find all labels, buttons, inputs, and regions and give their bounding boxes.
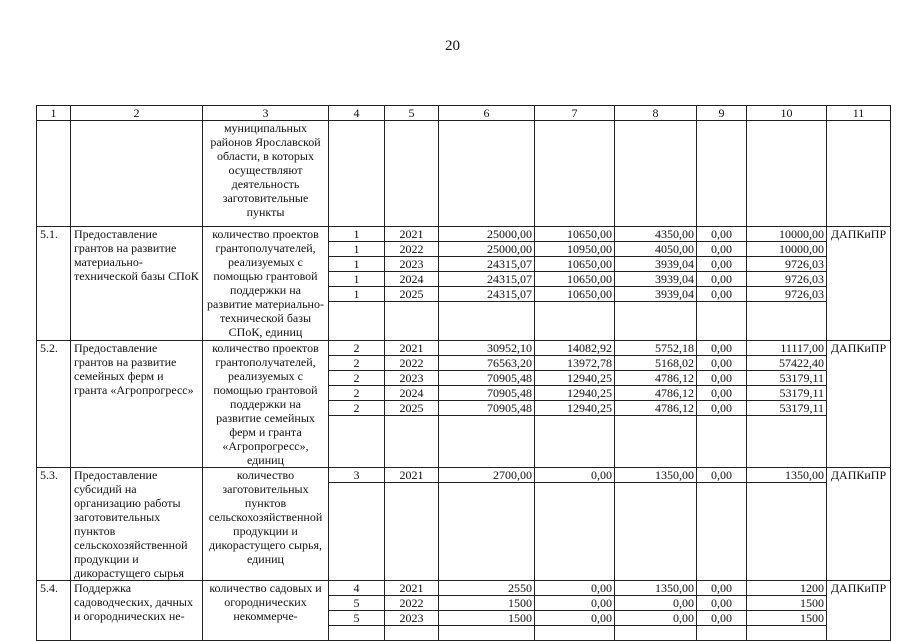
year-value: 1350,00 xyxy=(615,468,696,483)
column-number: 2 xyxy=(71,106,203,121)
column-number: 11 xyxy=(827,106,891,121)
year-value: 2023 xyxy=(385,611,438,626)
year-value: 0,00 xyxy=(697,227,746,242)
value-cell-10 xyxy=(747,227,827,341)
column-number: 6 xyxy=(439,106,535,121)
year-value: 12940,25 xyxy=(535,401,614,416)
year-value: 57422,40 xyxy=(747,356,826,371)
year-value: 2022 xyxy=(385,242,438,257)
year-value: 2024 xyxy=(385,386,438,401)
value-cell-4 xyxy=(329,581,385,641)
year-value: 12940,25 xyxy=(535,371,614,386)
value-cell-9 xyxy=(697,468,747,581)
year-value: 0,00 xyxy=(697,257,746,272)
column-number: 1 xyxy=(37,106,71,121)
year-value: 2021 xyxy=(385,341,438,356)
year-value: 10650,00 xyxy=(535,287,614,302)
year-value: 11117,00 xyxy=(747,341,826,356)
year-value: 3939,04 xyxy=(615,287,696,302)
year-value: 2 xyxy=(329,386,384,401)
year-value: 0,00 xyxy=(697,272,746,287)
column-number: 9 xyxy=(697,106,747,121)
year-value: 24315,07 xyxy=(439,257,534,272)
year-value: 2021 xyxy=(385,468,438,483)
year-value: 2023 xyxy=(385,257,438,272)
year-value: 2022 xyxy=(385,596,438,611)
year-value: 76563,20 xyxy=(439,356,534,371)
year-value: 0,00 xyxy=(697,341,746,356)
year-value: 70905,48 xyxy=(439,386,534,401)
value-cell-4 xyxy=(329,468,385,581)
continuation-row xyxy=(37,121,891,227)
value-cell-7 xyxy=(535,227,615,341)
value-cell-10 xyxy=(747,468,827,581)
year-value: 0,00 xyxy=(697,468,746,483)
year-value: 2023 xyxy=(385,371,438,386)
year-value: 25000,00 xyxy=(439,242,534,257)
year-value: 0,00 xyxy=(535,596,614,611)
value-cell-10 xyxy=(747,341,827,468)
year-value: 2021 xyxy=(385,581,438,596)
value-cell-8 xyxy=(615,468,697,581)
program-table xyxy=(36,105,891,641)
value-cell-5 xyxy=(385,581,439,641)
measure-row xyxy=(37,227,891,341)
measure-name: Предоставление субсидий на организацию работы заготовительных пунктов сельскохозяйственной продукции и дикорастущего сырья xyxy=(71,468,203,581)
year-value: 0,00 xyxy=(697,386,746,401)
year-value: 0,00 xyxy=(697,401,746,416)
year-value: 14082,92 xyxy=(535,341,614,356)
measure-indicator: количество проектов грантополучателей, реализуемых с помощью грантовой поддержки на развитие семейных ферм и гранта «Агропрогресс», единиц xyxy=(203,341,329,468)
year-value: 1350,00 xyxy=(615,581,696,596)
year-value: 0,00 xyxy=(697,287,746,302)
year-value: 1500 xyxy=(747,611,826,626)
year-value: 1500 xyxy=(439,611,534,626)
value-cell-10 xyxy=(747,581,827,641)
column-number: 5 xyxy=(385,106,439,121)
measure-number: 5.2. xyxy=(37,341,71,468)
year-value: 4050,00 xyxy=(615,242,696,257)
year-value: 3939,04 xyxy=(615,272,696,287)
column-number: 4 xyxy=(329,106,385,121)
value-cell-5 xyxy=(385,227,439,341)
year-value: 1 xyxy=(329,242,384,257)
year-value: 2 xyxy=(329,356,384,371)
year-value: 10000,00 xyxy=(747,227,826,242)
year-value: 1 xyxy=(329,227,384,242)
value-cell-8 xyxy=(615,581,697,641)
year-value: 53179,11 xyxy=(747,371,826,386)
year-value: 4786,12 xyxy=(615,371,696,386)
year-value: 70905,48 xyxy=(439,371,534,386)
year-value: 0,00 xyxy=(535,611,614,626)
year-value: 0,00 xyxy=(697,371,746,386)
year-value: 24315,07 xyxy=(439,287,534,302)
year-value: 1 xyxy=(329,257,384,272)
year-value: 2 xyxy=(329,371,384,386)
year-value: 2021 xyxy=(385,227,438,242)
value-cell-6 xyxy=(439,468,535,581)
year-value: 0,00 xyxy=(535,581,614,596)
year-value: 3 xyxy=(329,468,384,483)
column-number: 8 xyxy=(615,106,697,121)
measure-name: Поддержка садоводческих, дачных и огороднических не- xyxy=(71,581,203,641)
year-value: 0,00 xyxy=(535,468,614,483)
column-number: 10 xyxy=(747,106,827,121)
year-value: 9726,03 xyxy=(747,257,826,272)
year-value: 0,00 xyxy=(615,611,696,626)
year-value: 10000,00 xyxy=(747,242,826,257)
year-value: 9726,03 xyxy=(747,287,826,302)
year-value: 3939,04 xyxy=(615,257,696,272)
year-value: 2700,00 xyxy=(439,468,534,483)
value-cell-7 xyxy=(535,468,615,581)
year-value: 2025 xyxy=(385,401,438,416)
year-value: 10650,00 xyxy=(535,272,614,287)
year-value: 10650,00 xyxy=(535,257,614,272)
value-cell-6 xyxy=(439,341,535,468)
year-value: 10950,00 xyxy=(535,242,614,257)
executor: ДАПКиПР xyxy=(827,341,891,468)
program-table-frame xyxy=(36,105,890,625)
year-value: 0,00 xyxy=(697,596,746,611)
year-value: 2024 xyxy=(385,272,438,287)
value-cell-6 xyxy=(439,581,535,641)
year-value: 2550 xyxy=(439,581,534,596)
year-value: 53179,11 xyxy=(747,386,826,401)
value-cell-5 xyxy=(385,341,439,468)
year-value: 0,00 xyxy=(697,581,746,596)
measure-name: Предоставление грантов на развитие семейных ферм и гранта «Агропрогресс» xyxy=(71,341,203,468)
executor: ДАПКиПР xyxy=(827,468,891,581)
year-value: 4786,12 xyxy=(615,386,696,401)
year-value: 5 xyxy=(329,596,384,611)
executor: ДАПКиПР xyxy=(827,581,891,641)
value-cell-8 xyxy=(615,227,697,341)
value-cell-7 xyxy=(535,581,615,641)
column-number: 7 xyxy=(535,106,615,121)
measure-number: 5.4. xyxy=(37,581,71,641)
year-value: 1 xyxy=(329,287,384,302)
year-value: 0,00 xyxy=(697,242,746,257)
value-cell-7 xyxy=(535,341,615,468)
year-value: 4786,12 xyxy=(615,401,696,416)
value-cell-4 xyxy=(329,341,385,468)
year-value: 5168,02 xyxy=(615,356,696,371)
value-cell-8 xyxy=(615,341,697,468)
year-value: 30952,10 xyxy=(439,341,534,356)
year-value: 5 xyxy=(329,611,384,626)
value-cell-9 xyxy=(697,227,747,341)
value-cell-6 xyxy=(439,227,535,341)
year-value: 1 xyxy=(329,272,384,287)
year-value: 0,00 xyxy=(697,611,746,626)
page-number: 20 xyxy=(445,38,460,54)
year-value: 2 xyxy=(329,341,384,356)
year-value: 2025 xyxy=(385,287,438,302)
year-value: 1200 xyxy=(747,581,826,596)
measure-row xyxy=(37,468,891,581)
measure-indicator: количество заготовительных пунктов сельскохозяйственной продукции и дикорастущего сырья, единиц xyxy=(203,468,329,581)
year-value: 24315,07 xyxy=(439,272,534,287)
year-value: 25000,00 xyxy=(439,227,534,242)
measure-indicator: количество садовых и огороднических некоммерче- xyxy=(203,581,329,641)
measure-row xyxy=(37,581,891,641)
measure-indicator: количество проектов грантополучателей, реализуемых с помощью грантовой поддержки на развитие материально-технической базы СПоК, единиц xyxy=(203,227,329,341)
year-value: 1350,00 xyxy=(747,468,826,483)
measure-name: Предоставление грантов на развитие материально-технической базы СПоК xyxy=(71,227,203,341)
year-value: 2 xyxy=(329,401,384,416)
year-value: 2022 xyxy=(385,356,438,371)
value-cell-9 xyxy=(697,341,747,468)
value-cell-9 xyxy=(697,581,747,641)
year-value: 12940,25 xyxy=(535,386,614,401)
year-value: 9726,03 xyxy=(747,272,826,287)
year-value: 10650,00 xyxy=(535,227,614,242)
continuation-text: муниципальных районов Ярославской области, в которых осуществляют деятельность заготовительные пункты xyxy=(203,121,329,227)
year-value: 0,00 xyxy=(615,596,696,611)
year-value: 1500 xyxy=(439,596,534,611)
year-value: 53179,11 xyxy=(747,401,826,416)
column-number-row xyxy=(37,106,891,121)
value-cell-4 xyxy=(329,227,385,341)
column-number: 3 xyxy=(203,106,329,121)
year-value: 13972,78 xyxy=(535,356,614,371)
year-value: 0,00 xyxy=(697,356,746,371)
measure-row xyxy=(37,341,891,468)
year-value: 70905,48 xyxy=(439,401,534,416)
measure-number: 5.3. xyxy=(37,468,71,581)
value-cell-5 xyxy=(385,468,439,581)
year-value: 4350,00 xyxy=(615,227,696,242)
executor: ДАПКиПР xyxy=(827,227,891,341)
year-value: 5752,18 xyxy=(615,341,696,356)
measure-number: 5.1. xyxy=(37,227,71,341)
year-value: 4 xyxy=(329,581,384,596)
year-value: 1500 xyxy=(747,596,826,611)
